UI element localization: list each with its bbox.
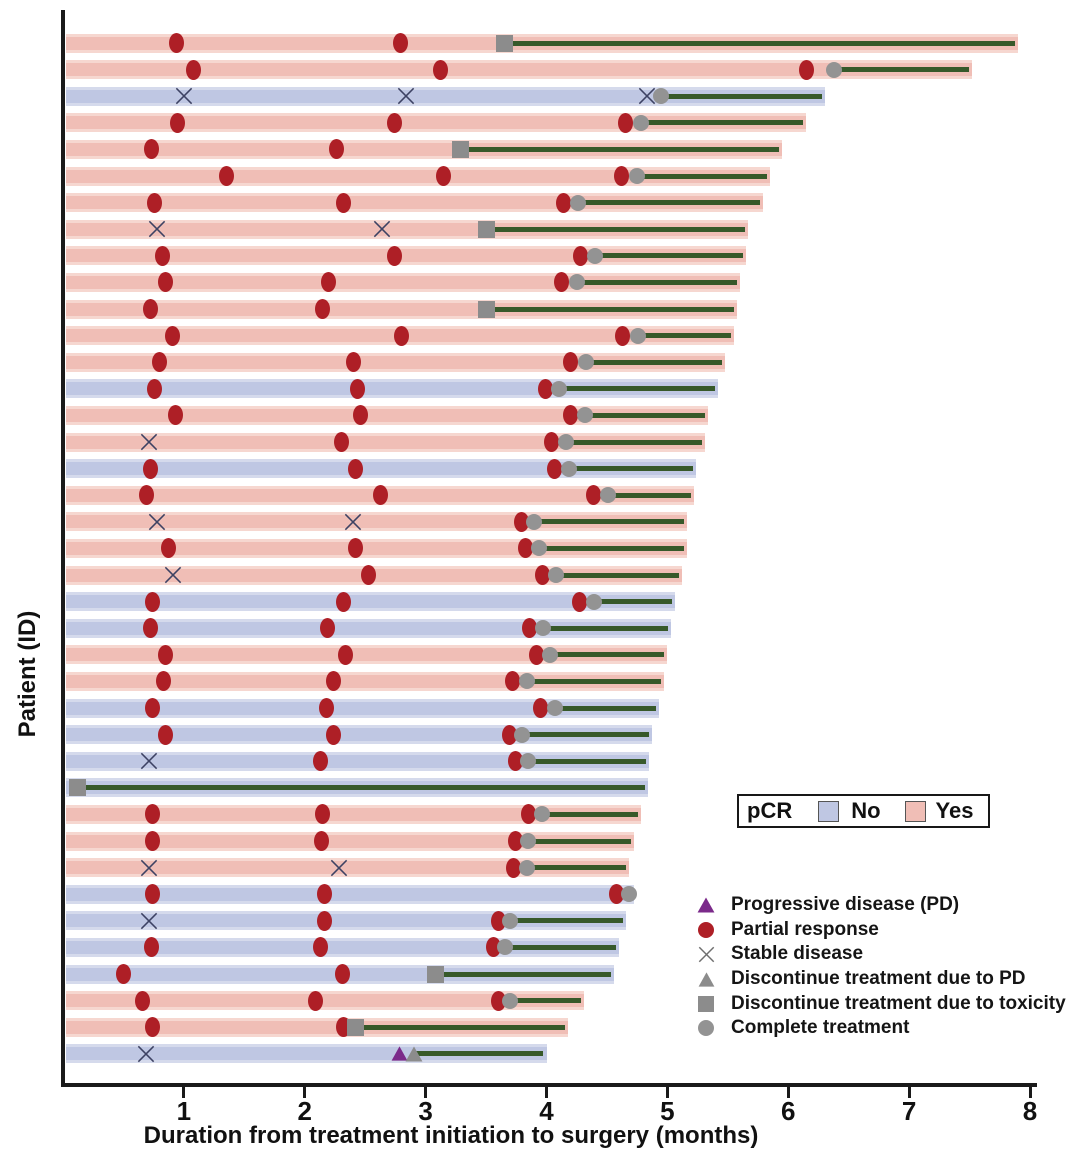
pr-marker: [145, 831, 160, 851]
pr-marker: [144, 937, 159, 957]
sd-marker: [140, 433, 158, 456]
sd-marker: [373, 220, 391, 243]
legend-item-label: Partial response: [731, 918, 879, 940]
x-tick-label: 4: [539, 1096, 554, 1126]
green-duration-line: [555, 706, 656, 711]
pr-marker: [147, 193, 162, 213]
green-duration-line: [534, 519, 683, 524]
pcr-legend-title: pCR: [747, 798, 793, 823]
y-axis-title: Patient (ID): [14, 610, 41, 738]
pcr-legend: [737, 794, 990, 828]
pr-marker: [615, 326, 630, 346]
green-duration-line: [594, 599, 672, 604]
green-duration-line: [522, 732, 648, 737]
pcr-yes-label: Yes: [935, 798, 974, 823]
green-duration-line: [834, 67, 969, 72]
pr-marker: [572, 592, 587, 612]
green-duration-line: [641, 120, 804, 125]
treatment-end-circle: [826, 62, 842, 78]
green-duration-line: [542, 812, 638, 817]
marker-legend: [694, 893, 1066, 1041]
green-duration-line: [356, 1025, 566, 1030]
treatment-end-circle: [519, 860, 535, 876]
y-axis-line: [61, 10, 65, 1087]
pr-marker: [614, 166, 629, 186]
treatment-end-circle: [587, 248, 603, 264]
green-duration-line: [527, 679, 661, 684]
green-duration-line: [528, 839, 630, 844]
green-duration-line: [550, 652, 664, 657]
legend-item-label: Complete treatment: [731, 1017, 910, 1039]
green-duration-line: [578, 200, 760, 205]
pr-marker: [346, 352, 361, 372]
treatment-end-circle: [630, 328, 646, 344]
treatment-end-circle: [534, 806, 550, 822]
pr-marker: [394, 326, 409, 346]
pr-marker: [143, 459, 158, 479]
pr-marker: [155, 246, 170, 266]
pr-marker: [145, 884, 160, 904]
green-duration-line: [638, 333, 730, 338]
legend-item: [694, 967, 1066, 992]
treatment-end-circle: [535, 620, 551, 636]
sd-marker: [164, 566, 182, 589]
sd-marker: [140, 912, 158, 935]
pr-marker: [313, 751, 328, 771]
green-duration-line: [585, 413, 705, 418]
x-tick-label: 7: [901, 1096, 917, 1126]
green-duration-line: [586, 360, 722, 365]
legend-item: [694, 1016, 1066, 1041]
green-duration-line: [566, 440, 702, 445]
circle-red-icon: [694, 922, 718, 938]
pr-marker: [799, 60, 814, 80]
treatment-end-circle: [621, 886, 637, 902]
triangle-purple-icon: [694, 897, 718, 913]
treatment-end-triangle: [405, 1046, 423, 1067]
pr-marker: [387, 246, 402, 266]
pr-marker: [145, 698, 160, 718]
pr-marker: [308, 991, 323, 1011]
pr-marker: [387, 113, 402, 133]
pr-marker: [116, 964, 131, 984]
pr-marker: [219, 166, 234, 186]
pr-marker: [336, 193, 351, 213]
circle-gray-icon: [694, 1020, 718, 1036]
pr-marker: [158, 645, 173, 665]
pr-marker: [336, 592, 351, 612]
pr-marker: [145, 1017, 160, 1037]
treatment-end-square: [427, 966, 444, 983]
treatment-end-circle: [558, 434, 574, 450]
green-duration-line: [577, 280, 737, 285]
pr-marker: [145, 592, 160, 612]
green-duration-line: [528, 759, 646, 764]
sd-marker: [140, 752, 158, 775]
treatment-end-circle: [561, 461, 577, 477]
legend-item: [694, 991, 1066, 1016]
green-duration-line: [504, 41, 1015, 46]
pr-marker: [143, 299, 158, 319]
legend-item: [694, 942, 1066, 967]
pr-marker: [393, 33, 408, 53]
legend-item-label: Discontinue treatment due to PD: [731, 968, 1026, 990]
sd-marker: [148, 513, 166, 536]
sd-marker: [397, 87, 415, 110]
pr-marker: [158, 725, 173, 745]
green-duration-line: [510, 998, 581, 1003]
sd-marker: [140, 859, 158, 882]
pr-marker: [334, 432, 349, 452]
green-duration-line: [595, 253, 743, 258]
treatment-end-circle: [633, 115, 649, 131]
treatment-end-circle: [514, 727, 530, 743]
x-tick-label: 8: [1022, 1096, 1038, 1126]
pr-marker: [533, 698, 548, 718]
green-duration-line: [556, 573, 679, 578]
legend-item-label: Progressive disease (PD): [731, 894, 960, 916]
green-duration-line: [78, 785, 646, 790]
pr-marker: [161, 538, 176, 558]
pr-marker: [319, 698, 334, 718]
sd-marker: [175, 87, 193, 110]
pr-marker: [317, 911, 332, 931]
pr-marker: [144, 139, 159, 159]
treatment-end-square: [478, 221, 495, 238]
green-duration-line: [559, 386, 716, 391]
pcr-no-label: No: [851, 798, 881, 823]
pr-marker: [143, 618, 158, 638]
treatment-end-square: [452, 141, 469, 158]
x-mark-icon: [694, 946, 718, 963]
pcr-no-swatch: [818, 801, 839, 822]
green-duration-line: [539, 546, 683, 551]
green-duration-line: [527, 865, 626, 870]
pr-marker: [186, 60, 201, 80]
treatment-end-square: [69, 779, 86, 796]
pr-marker: [554, 272, 569, 292]
pr-marker: [618, 113, 633, 133]
legend-item-label: Stable disease: [731, 943, 864, 965]
x-tick-label: 1: [176, 1096, 192, 1126]
sd-marker: [344, 513, 362, 536]
pr-marker: [317, 884, 332, 904]
legend-item: [694, 918, 1066, 943]
pr-marker: [556, 193, 571, 213]
green-duration-line: [510, 918, 623, 923]
treatment-end-circle: [586, 594, 602, 610]
green-duration-line: [608, 493, 691, 498]
x-tick-label: 2: [297, 1096, 312, 1126]
treatment-end-circle: [547, 700, 563, 716]
sd-marker: [330, 859, 348, 882]
sd-marker: [148, 220, 166, 243]
pr-marker: [335, 964, 350, 984]
green-duration-line: [505, 945, 616, 950]
pr-marker: [544, 432, 559, 452]
legend-item: [694, 893, 1066, 918]
x-tick-label: 3: [418, 1096, 433, 1126]
green-duration-line: [461, 147, 780, 152]
treatment-end-circle: [570, 195, 586, 211]
x-tick-label: 6: [781, 1096, 796, 1126]
x-tick-label: 5: [660, 1096, 675, 1126]
green-duration-line: [543, 626, 668, 631]
treatment-end-circle: [502, 993, 518, 1009]
legend-item-label: Discontinue treatment due to toxicity: [731, 992, 1066, 1014]
pr-marker: [139, 485, 154, 505]
x-axis-title: Duration from treatment initiation to surgery (months): [143, 1122, 759, 1149]
green-duration-line: [486, 227, 745, 232]
pcr-yes-swatch: [905, 801, 926, 822]
treatment-end-square: [496, 35, 513, 52]
x-axis-line: [61, 1083, 1037, 1087]
triangle-gray-icon: [694, 972, 718, 987]
pr-marker: [348, 459, 363, 479]
pr-marker: [326, 725, 341, 745]
treatment-end-square: [347, 1019, 364, 1036]
green-duration-line: [414, 1051, 544, 1056]
green-duration-line: [637, 174, 767, 179]
green-duration-line: [486, 307, 734, 312]
treatment-end-circle: [502, 913, 518, 929]
pr-marker: [433, 60, 448, 80]
green-duration-line: [435, 972, 611, 977]
treatment-end-square: [478, 301, 495, 318]
pr-marker: [135, 991, 150, 1011]
treatment-end-circle: [551, 381, 567, 397]
square-gray-icon: [694, 996, 718, 1012]
pr-marker: [573, 246, 588, 266]
treatment-end-circle: [542, 647, 558, 663]
green-duration-line: [661, 94, 821, 99]
green-duration-line: [569, 466, 693, 471]
sd-marker: [137, 1045, 155, 1068]
pr-marker: [329, 139, 344, 159]
